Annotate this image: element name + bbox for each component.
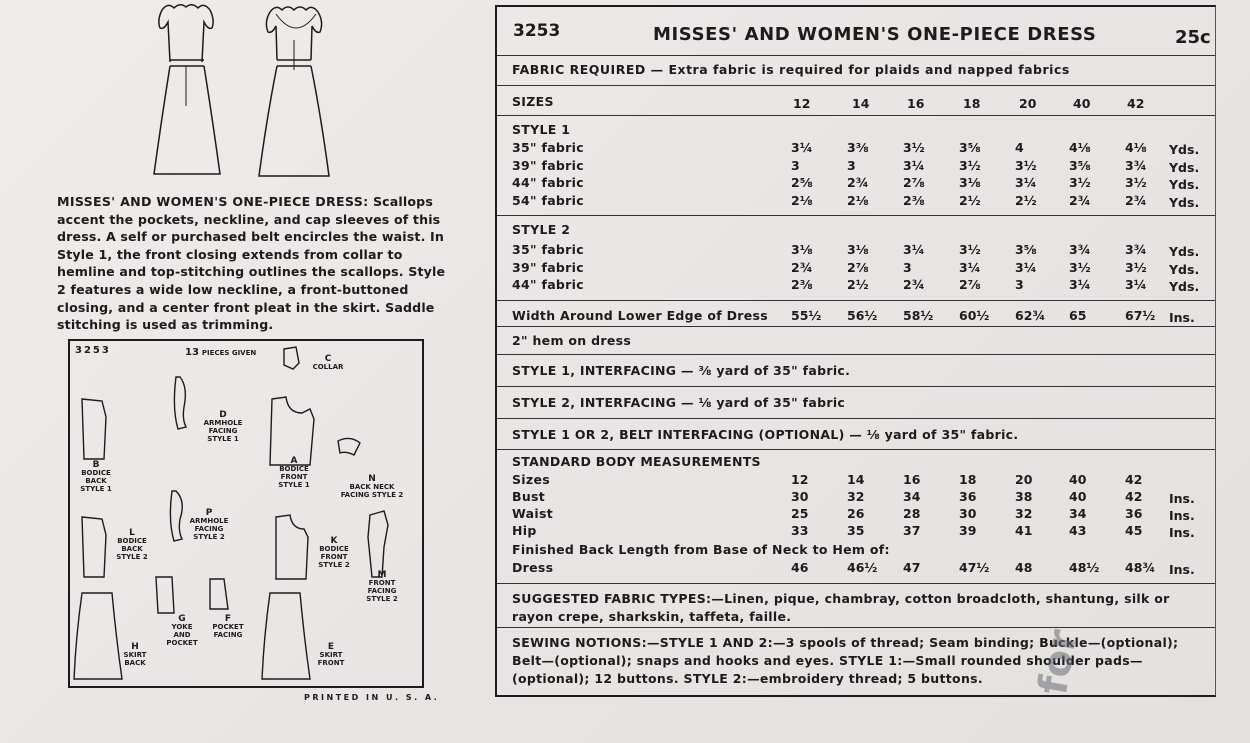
style1-block [497,115,1215,216]
piece-b-label: B BODICE BACK STYLE 1 [80,460,112,493]
style2-block [497,215,1215,301]
style1-cell: 2¾ [847,175,869,190]
fabric-required-label: FABRIC REQUIRED [512,62,646,77]
belt-interfacing-row [497,418,1215,450]
width-row [497,300,1215,327]
piece-f-label: F POCKET FACING [212,614,244,639]
style1-cell: 2⅜ [903,192,925,208]
piece-c-label: C COLLAR [312,354,344,371]
style2-cell: 2¾ [903,277,925,292]
pieces-pattern-number: 3253 [75,345,111,356]
piece-p-label: P ARMHOLE FACING STYLE 2 [189,508,229,541]
measurement-cell: 40 [1069,472,1087,487]
measurement-cell: 34 [1069,506,1087,521]
piece-m-shape [368,511,388,577]
style1-row-label: 54" fabric [512,192,584,208]
measurement-unit: Ins. [1169,508,1195,523]
style1-cell: 3⅝ [1069,157,1091,173]
dress-length-cell: 47½ [959,560,990,575]
description-body: Scallops accent the pockets, neckline, and cap sleeves of this dress. A self or purchased belt encircles the waist. In Style 1, the front closing extends from collar to hemline and top-stitching outlines the scallops. Style 2 features a wide low neckline, a front-buttoned closing, and a center front pleat in the skirt. Saddle stitching is used as trimming. [57,194,446,333]
width-cell: 65 [1069,308,1087,323]
interfacing-style1-text: STYLE 1, INTERFACING — ⅜ yard of 35" fabric. [512,363,851,378]
measurement-cell: 25 [791,506,809,521]
style1-row-label: 35" fabric [512,140,584,155]
style1-cell: 2¾ [1125,192,1147,208]
style1-cell: 4 [1015,140,1024,155]
style2-row-label: 35" fabric [512,242,584,257]
size-12: 12 [793,96,811,111]
measurement-unit: Ins. [1169,491,1195,506]
table-header [497,7,1215,55]
style2-cell: 3¼ [1015,259,1037,275]
measurement-row-label: Sizes [512,472,550,487]
piece-d-shape [174,377,186,429]
style2-cell: 3 [1015,277,1024,292]
style2-cell: 3 [903,259,912,275]
sizes-label: SIZES [512,94,554,109]
pattern-pieces-diagram [68,339,424,688]
piece-e-shape [262,593,310,679]
size-40: 40 [1073,96,1091,111]
size-14: 14 [852,96,870,111]
measurement-cell: 28 [903,506,921,521]
pattern-number: 3253 [513,21,561,41]
measurement-cell: 40 [1069,489,1087,504]
style2-cell: 3⅛ [791,242,813,257]
style1-cell: 4⅛ [1069,140,1091,155]
printed-in-usa: PRINTED IN U. S. A. [304,693,440,702]
piece-m-label: M FRONT FACING STYLE 2 [366,570,398,603]
style2-cell: 2½ [847,277,869,292]
style1-cell: 3½ [903,140,925,155]
piece-l-label: L BODICE BACK STYLE 2 [116,528,148,561]
piece-g-shape [156,577,174,613]
style1-cell: 3¼ [1015,175,1037,190]
measurement-cell: 38 [1015,489,1033,504]
style2-cell: 3¾ [1069,242,1091,257]
measurement-cell: 12 [791,472,809,487]
sewing-notions-text: SEWING NOTIONS:—STYLE 1 AND 2:—3 spools of thread; Seam binding; Buckle—(optional); Belt—(optional); snaps and hooks and eyes. STYLE 1:—Small rounded shoulder pads—(optional); 12 buttons. STYLE 2:—embroidery thread; 5 buttons. [512,635,1179,686]
piece-n-shape [338,438,360,455]
pattern-title: MISSES' AND WOMEN'S ONE-PIECE DRESS [653,24,1097,45]
style1-cell: 3½ [959,157,981,173]
dress-length-label: Dress [512,560,554,575]
style2-cell: 2¾ [791,259,813,275]
style1-cell: 2½ [959,192,981,208]
measurement-cell: 18 [959,472,977,487]
measurement-cell: 32 [847,489,865,504]
interfacing-style2-text: STYLE 2, INTERFACING — ⅛ yard of 35" fabric [512,395,846,410]
piece-a-label: A BODICE FRONT STYLE 1 [278,456,310,489]
style2-cell: 3⅝ [1015,242,1037,257]
style2-cell: 3¼ [959,259,981,275]
measurement-cell: 33 [791,523,809,538]
pattern-price: 25c [1175,27,1211,48]
piece-b-shape [82,399,106,459]
style1-unit: Yds. [1169,142,1200,157]
dress-length-cell: 48½ [1069,560,1100,575]
style1-cell: 3¼ [791,140,813,155]
pieces-given: 13 PIECES GIVEN [185,347,257,358]
style1-cell: 2½ [1015,192,1037,208]
dress-length-cell: 46 [791,560,809,575]
measurement-cell: 39 [959,523,977,538]
measurement-cell: 16 [903,472,921,487]
dress-length-unit: Ins. [1169,562,1195,577]
piece-n-label: N BACK NECK FACING STYLE 2 [340,474,404,499]
style2-cell: 3½ [1069,259,1091,275]
hem-row [497,326,1215,355]
measurement-row-label: Waist [512,506,553,521]
style1-unit: Yds. [1169,194,1200,210]
measurement-cell: 32 [1015,506,1033,521]
suggested-fabrics-row [497,583,1215,628]
pattern-description [57,193,452,334]
description-title: MISSES' AND WOMEN'S ONE-PIECE DRESS: [57,194,369,209]
measurement-cell: 26 [847,506,865,521]
measurement-cell: 34 [903,489,921,504]
piece-e-label: E SKIRT FRONT [317,642,345,667]
style1-label: STYLE 1 [512,122,571,137]
dress-length-cell: 46½ [847,560,878,575]
size-42: 42 [1127,96,1145,111]
style1-cell: 3 [791,157,800,173]
measurement-cell: 35 [847,523,865,538]
measurement-cell: 36 [1125,506,1143,521]
style2-label: STYLE 2 [512,222,571,237]
style2-row-label: 39" fabric [512,259,584,275]
style1-cell: 3 [847,157,856,173]
dress-figures-illustration [140,0,380,185]
piece-a-shape [270,397,314,465]
width-cell: 58½ [903,308,934,323]
piece-d-label: D ARMHOLE FACING STYLE 1 [203,410,243,443]
style1-cell: 3½ [1069,175,1091,190]
piece-k-label: K BODICE FRONT STYLE 2 [318,536,350,569]
piece-c-shape [284,347,299,369]
fabric-requirements-table [495,5,1216,697]
stamp-mark: for [1030,626,1087,698]
measurement-cell: 42 [1125,472,1143,487]
measurement-cell: 14 [847,472,865,487]
style1-cell: 3½ [1015,157,1037,173]
width-cell: 60½ [959,308,990,323]
measurement-cell: 30 [791,489,809,504]
style2-cell: 3¼ [1125,277,1147,292]
dress-length-cell: 47 [903,560,921,575]
measurement-cell: 42 [1125,489,1143,504]
style1-cell: 3¼ [903,157,925,173]
measurement-row-label: Bust [512,489,546,504]
style1-cell: 3⅜ [847,140,869,155]
width-unit: Ins. [1169,310,1195,325]
style1-cell: 2⅛ [791,192,813,208]
style2-cell: 3½ [959,242,981,257]
size-18: 18 [963,96,981,111]
dress-length-cell: 48¾ [1125,560,1156,575]
measurement-cell: 30 [959,506,977,521]
piece-h-shape [74,593,122,679]
measurement-cell: 20 [1015,472,1033,487]
hem-text: 2" hem on dress [512,333,632,348]
fabric-required-row [497,55,1215,86]
width-cell: 56½ [847,308,878,323]
style2-unit: Yds. [1169,261,1200,277]
style1-row-label: 44" fabric [512,175,584,190]
fabric-required-note: — Extra fabric is required for plaids and napped fabrics [650,62,1070,77]
belt-interfacing-text: STYLE 1 OR 2, BELT INTERFACING (OPTIONAL) — ⅛ yard of 35" fabric. [512,427,1019,442]
style1-cell: 2¾ [1069,192,1091,208]
measurements-label: STANDARD BODY MEASUREMENTS [512,454,761,469]
style2-cell: 3¼ [1069,277,1091,292]
piece-g-label: G YOKE AND POCKET [166,614,198,647]
size-20: 20 [1019,96,1037,111]
sizes-row [497,85,1215,116]
size-16: 16 [907,96,925,111]
style1-cell: 3⅛ [959,175,981,190]
measurement-unit: Ins. [1169,525,1195,540]
width-cell: 55½ [791,308,822,323]
style2-row-label: 44" fabric [512,277,584,292]
style2-unit: Yds. [1169,279,1200,294]
style1-unit: Yds. [1169,177,1200,192]
width-row-label: Width Around Lower Edge of Dress [512,308,769,323]
style1-cell: 2⅛ [847,192,869,208]
measurement-cell: 43 [1069,523,1087,538]
measurement-cell: 37 [903,523,921,538]
style1-cell: 2⅞ [903,175,925,190]
style2-cell: 3¼ [903,242,925,257]
measurement-cell: 36 [959,489,977,504]
style1-cell: 3⅝ [959,140,981,155]
interfacing-style2-row [497,386,1215,419]
measurement-cell: 41 [1015,523,1033,538]
interfacing-style1-row [497,354,1215,387]
piece-p-shape [170,491,182,541]
style2-cell: 3¾ [1125,242,1147,257]
style2-unit: Yds. [1169,244,1200,259]
measurement-row-label: Hip [512,523,537,538]
back-length-label: Finished Back Length from Base of Neck to Hem of: [512,542,890,557]
style2-cell: 2⅞ [959,277,981,292]
style1-cell: 3¾ [1125,157,1147,173]
piece-k-shape [276,515,308,579]
style2-cell: 2⅜ [791,277,813,292]
sewing-notions-row [497,627,1215,694]
style1-cell: 4⅛ [1125,140,1147,155]
style1-cell: 2⅝ [791,175,813,190]
style1-cell: 3½ [1125,175,1147,190]
width-cell: 62¾ [1015,308,1046,323]
piece-h-label: H SKIRT BACK [123,642,147,667]
style1-unit: Yds. [1169,159,1200,175]
style1-row-label: 39" fabric [512,157,584,173]
style2-cell: 2⅞ [847,259,869,275]
suggested-fabrics-text: SUGGESTED FABRIC TYPES:—Linen, pique, chambray, cotton broadcloth, shantung, silk or rayon crepe, sharkskin, taffeta, faille. [512,591,1170,624]
width-cell: 67½ [1125,308,1156,323]
dress-length-cell: 48 [1015,560,1033,575]
style2-cell: 3½ [1125,259,1147,275]
piece-f-shape [210,579,228,609]
piece-l-shape [82,517,106,577]
measurement-cell: 45 [1125,523,1143,538]
style2-cell: 3⅛ [847,242,869,257]
